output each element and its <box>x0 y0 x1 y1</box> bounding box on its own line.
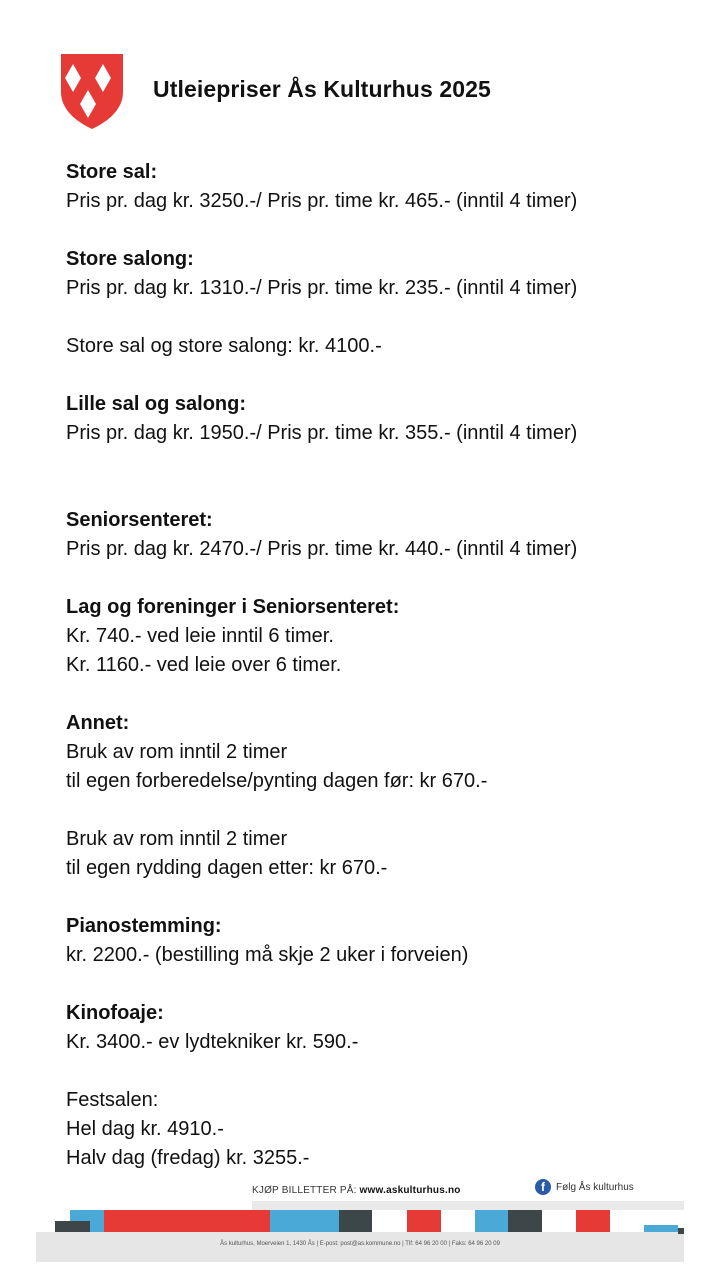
stripe-blue <box>270 1210 339 1232</box>
facebook-label: Følg Ås kulturhus <box>556 1181 634 1193</box>
facebook-icon: f <box>535 1179 551 1195</box>
ticket-url[interactable]: www.askulturhus.no <box>359 1185 461 1196</box>
price-line: Hel dag kr. 4910.- <box>66 1118 224 1140</box>
stripe-dark <box>55 1221 90 1232</box>
price-line: Pris pr. dag kr. 3250.-/ Pris pr. time kr. 465.- (inntil 4 timer) <box>66 190 578 212</box>
ticket-prefix: KJØP BILLETTER PÅ: <box>252 1185 357 1196</box>
section-heading: Pianostemming: <box>66 915 222 937</box>
price-line: til egen forberedelse/pynting dagen før: kr 670.- <box>66 770 488 792</box>
price-line: Kr. 3400.- ev lydtekniker kr. 590.- <box>66 1031 359 1053</box>
footer-banner <box>0 1170 720 1280</box>
section-heading: Lille sal og salong: <box>66 393 247 415</box>
stripe-light <box>252 1201 684 1210</box>
section-heading: Lag og foreninger i Seniorsenteret: <box>66 596 400 618</box>
price-line: Pris pr. dag kr. 1310.-/ Pris pr. time kr. 235.- (inntil 4 timer) <box>66 277 578 299</box>
stripe-blue <box>644 1225 678 1232</box>
section-heading: Festsalen: <box>66 1089 159 1111</box>
page-title: Utleiepriser Ås Kulturhus 2025 <box>153 76 491 102</box>
section-heading: Annet: <box>66 712 130 734</box>
stripe-blue <box>475 1210 508 1232</box>
coat-of-arms-icon <box>59 52 125 130</box>
stripe-red <box>407 1210 441 1232</box>
price-line: Kr. 1160.- ved leie over 6 timer. <box>66 654 342 676</box>
price-line: Pris pr. dag kr. 1950.-/ Pris pr. time kr. 355.- (inntil 4 timer) <box>66 422 578 444</box>
section-heading: Kinofoaje: <box>66 1002 164 1024</box>
stripe-red <box>576 1210 610 1232</box>
price-line: Bruk av rom inntil 2 timer <box>66 828 288 850</box>
price-line: Halv dag (fredag) kr. 3255.- <box>66 1147 310 1169</box>
price-line: Store sal og store salong: kr. 4100.- <box>66 335 382 357</box>
stripe-dark <box>678 1228 684 1234</box>
section-heading: Store salong: <box>66 248 194 270</box>
contact-address: Ås kulturhus, Moerveien 1, 1430 Ås | E-post: post@as.kommune.no | Tlf: 64 96 20 00 | Faks: 64 96 20 09 <box>220 1241 500 1247</box>
section-heading: Store sal: <box>66 161 158 183</box>
ticket-link[interactable] <box>252 1185 461 1196</box>
price-line: til egen rydding dagen etter: kr 670.- <box>66 857 388 879</box>
facebook-link[interactable] <box>535 1179 634 1195</box>
section-heading: Seniorsenteret: <box>66 509 213 531</box>
stripe-dark <box>508 1210 542 1232</box>
price-line: kr. 2200.- (bestilling må skje 2 uker i forveien) <box>66 944 469 966</box>
price-line: Kr. 740.- ved leie inntil 6 timer. <box>66 625 334 647</box>
price-line: Pris pr. dag kr. 2470.-/ Pris pr. time kr. 440.- (inntil 4 timer) <box>66 538 578 560</box>
stripe-red <box>104 1210 270 1232</box>
footer-gray-bar <box>36 1232 684 1262</box>
price-list <box>66 158 706 1173</box>
stripe-dark <box>339 1210 372 1232</box>
price-line: Bruk av rom inntil 2 timer <box>66 741 288 763</box>
